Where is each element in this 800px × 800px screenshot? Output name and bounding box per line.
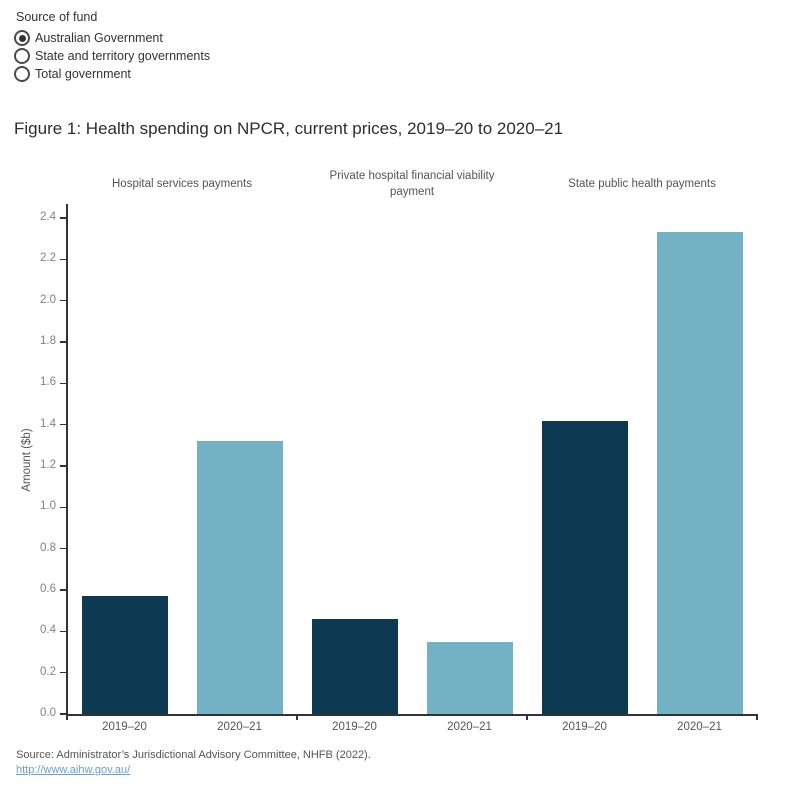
y-tick-mark [60,300,67,302]
bar-private-hospital-financial-viability-payment-2019–20[interactable] [312,619,398,714]
x-category-label: 2020–21 [447,721,492,733]
y-tick-label: 1.6 [40,376,56,389]
panel-header: State public health payments [568,178,716,191]
y-tick-mark [60,217,67,219]
y-tick-mark [60,383,67,385]
y-tick-label: 2.4 [40,211,56,223]
x-category-label: 2020–21 [217,721,262,733]
y-tick-mark [60,259,67,261]
x-axis-tick [296,714,298,720]
y-tick-mark [60,424,67,426]
panel-header: Private hospital financial viability payment [329,170,495,198]
x-category-label: 2019–20 [102,721,147,733]
y-tick-label: 0.6 [40,583,56,595]
y-tick-mark [60,589,67,591]
x-axis-tick [66,714,68,720]
y-tick-mark [60,631,67,633]
x-category-label: 2019–20 [562,721,607,733]
x-axis-tick [756,714,758,720]
y-tick-label: 0.8 [40,541,56,554]
y-tick-mark [60,341,67,343]
y-axis-line [66,204,68,715]
y-axis-title: Amount ($b) [21,428,33,492]
x-category-label: 2020–21 [677,721,722,733]
y-tick-label: 0.2 [40,665,56,678]
bar-private-hospital-financial-viability-payment-2020–21[interactable] [427,642,513,714]
source-link[interactable]: http://www.aihw.gov.au/ [16,763,131,776]
radio-option-label: State and territory governments [35,49,211,63]
x-category-label: 2019–20 [332,721,377,733]
source-text: Source: Administrator’s Jurisdictional Advisory Committee, NHFB (2022). [16,749,371,761]
y-tick-label: 2.0 [40,293,56,306]
bar-hospital-services-payments-2019–20[interactable] [82,596,168,714]
x-axis-line [66,714,758,716]
y-tick-label: 0.4 [40,624,56,637]
bar-hospital-services-payments-2020–21[interactable] [197,441,283,714]
y-tick-mark [60,465,67,467]
panel-header: Hospital services payments [112,178,252,191]
y-tick-mark [60,548,67,550]
y-tick-mark [60,672,67,674]
x-axis-tick [526,714,528,720]
y-tick-label: 2.2 [40,252,56,265]
radio-option-label: Total government [35,67,131,81]
bar-state-public-health-payments-2020–21[interactable] [657,232,743,714]
y-tick-mark [60,507,67,509]
source-note [16,748,371,778]
radio-option-label: Australian Government [35,31,163,45]
figure-title: Figure 1: Health spending on NPCR, current prices, 2019–20 to 2020–21 [14,119,564,138]
y-tick-label: 1.4 [40,417,56,430]
y-tick-label: 0.0 [40,707,56,719]
y-tick-label: 1.2 [40,459,56,471]
y-tick-label: 1.0 [40,500,56,513]
filter-title: Source of fund [16,10,98,24]
y-tick-label: 1.8 [40,335,56,347]
bar-state-public-health-payments-2019–20[interactable] [542,421,628,714]
